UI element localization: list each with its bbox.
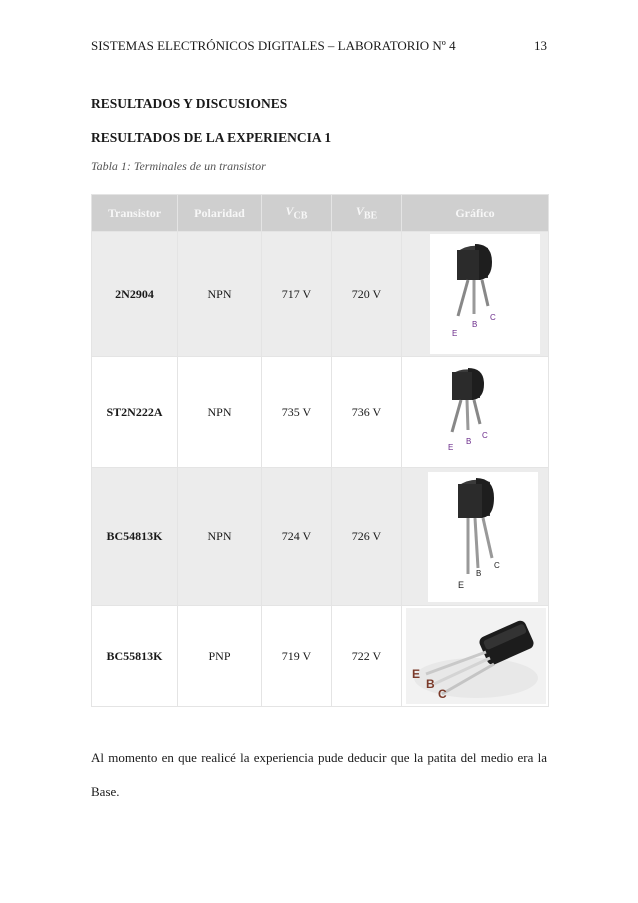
col-header-transistor: Transistor [92,195,178,232]
pin-label-c: C [494,560,500,570]
table-caption: Tabla 1: Terminales de un transistor [91,159,266,173]
col-header-polarity: Polaridad [178,195,262,232]
cell-transistor: ST2N222A [92,357,178,468]
pin-label-e: E [412,667,421,681]
pin-label-b: B [472,320,478,329]
to92-transistor-icon [424,362,534,462]
cell-vcb: 724 V [262,468,332,606]
table-row [92,232,549,357]
col-header-vbe [332,195,402,232]
pin-label-c: C [438,687,447,701]
pin-label-b: B [476,568,482,578]
cell-transistor: 2N2904 [92,232,178,357]
table-row [92,606,549,707]
pin-label-b: B [426,677,435,691]
cell-graphic [402,468,549,606]
cell-polarity: NPN [178,357,262,468]
cell-transistor: BC55813K [92,606,178,707]
pin-label-e: E [452,329,458,338]
to92-transistor-icon [430,234,540,354]
vcb-symbol: V [285,204,294,219]
to92-transistor-icon [428,472,538,602]
pin-label-e: E [458,579,465,590]
subsection-heading: RESULTADOS DE LA EXPERIENCIA 1 [91,130,332,145]
cell-vbe: 722 V [332,606,402,707]
pin-label-c: C [482,431,488,440]
col-header-vcb [262,195,332,232]
cell-vbe: 720 V [332,232,402,357]
vbe-symbol: V [355,204,364,219]
pin-label-b: B [466,437,472,446]
page-number: 13 [534,38,547,53]
pin-label-e: E [448,443,454,452]
transistor-table [91,194,549,707]
cell-graphic [402,606,549,707]
cell-polarity: NPN [178,232,262,357]
vbe-subscript: BE [363,210,378,222]
pin-label-c: C [490,313,496,322]
cell-vbe: 736 V [332,357,402,468]
transistor-photo-icon [406,608,546,704]
cell-transistor: BC54813K [92,468,178,606]
cell-vcb: 735 V [262,357,332,468]
table-row [92,468,549,606]
cell-vcb: 717 V [262,232,332,357]
cell-graphic [402,357,549,468]
header-title: SISTEMAS ELECTRÓNICOS DIGITALES – LABORATORIO Nº 4 [91,38,456,53]
table-header-row [92,195,549,232]
table-row [92,357,549,468]
discussion-paragraph: Al momento en que realicé la experiencia pude deducir que la patita del medio era la Base. [91,750,547,799]
section-heading: RESULTADOS Y DISCUSIONES [91,96,288,111]
cell-polarity: PNP [178,606,262,707]
cell-vcb: 719 V [262,606,332,707]
col-header-graphic: Gráfico [402,195,549,232]
cell-polarity: NPN [178,468,262,606]
cell-vbe: 726 V [332,468,402,606]
cell-graphic [402,232,549,357]
vcb-subscript: CB [293,210,308,222]
